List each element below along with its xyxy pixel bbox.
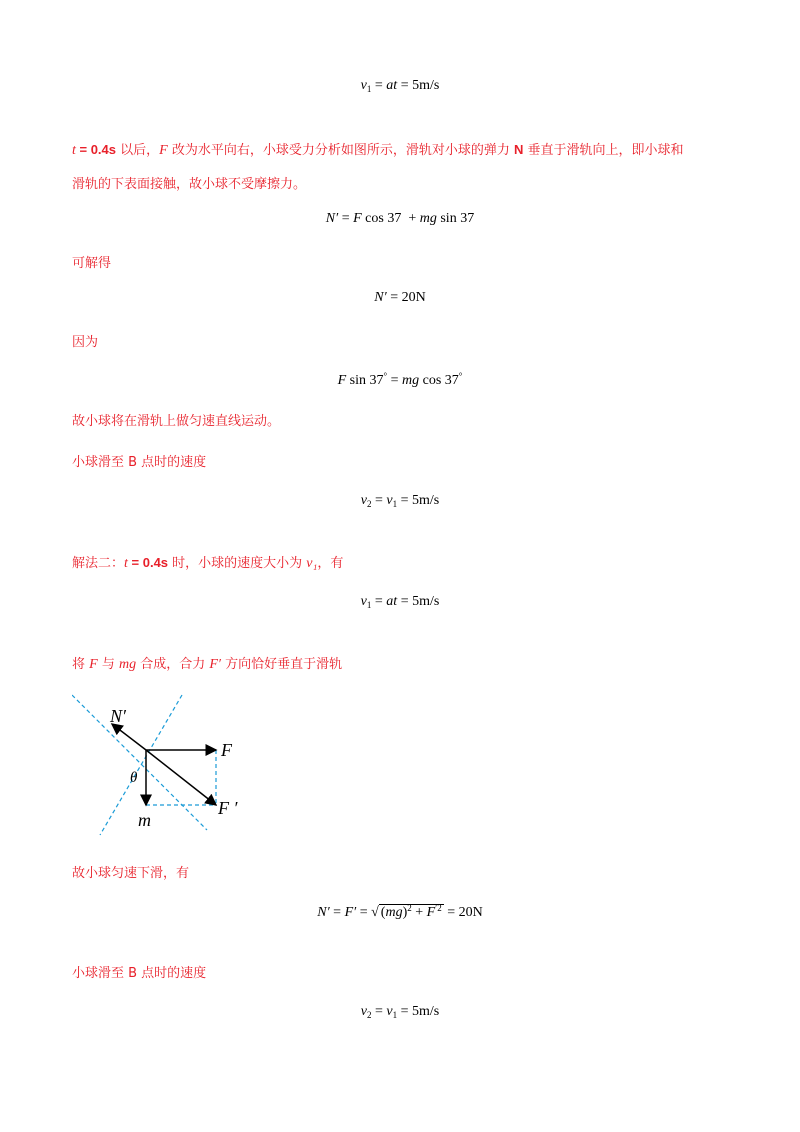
equation-balance: F sin 37° = mg cos 37° bbox=[337, 371, 463, 388]
para1-text-b: 改为水平向右，小球受力分析如图所示，滑轨对小球的弹力 bbox=[167, 143, 514, 158]
arrow-N bbox=[112, 724, 146, 750]
t-value: = 0.4s bbox=[75, 142, 117, 157]
label-Fprime: F ′ bbox=[218, 798, 238, 818]
t-value-2: = 0.4s bbox=[127, 555, 169, 570]
label-F: F bbox=[221, 740, 232, 760]
text-uniform-motion: 故小球将在滑轨上做匀速直线运动。 bbox=[72, 414, 281, 429]
v1-symbol: v₁ bbox=[306, 556, 318, 571]
t-symbol-2: t bbox=[124, 556, 128, 571]
text-yinwei: 因为 bbox=[72, 335, 99, 350]
F-symbol-2: F bbox=[89, 657, 98, 672]
force-diagram bbox=[72, 690, 252, 860]
para2-text-b: ，有 bbox=[317, 556, 344, 571]
equation-resultant: N′ = F′ = √ $(mg)^2 + F^{'2} = 20N$ bbox=[317, 903, 483, 920]
equation-normal-force: N′ = F cos 37 + mg sin 37 bbox=[325, 211, 475, 226]
equation-v2: $v_2 = v_1 = 5m/s$ bbox=[360, 493, 440, 509]
t-symbol: t bbox=[72, 143, 76, 158]
N-symbol: N bbox=[513, 142, 524, 157]
equation-v1-repeat: $v_1$ = at = 5m/s bbox=[360, 594, 440, 610]
para1-text-c: 垂直于滑轨向上，即小球和 bbox=[523, 143, 684, 158]
method-two-prefix: 解法二： bbox=[72, 556, 125, 571]
para3-text-b: 与 bbox=[97, 657, 119, 672]
paragraph-analysis bbox=[72, 133, 732, 202]
label-theta: θ bbox=[130, 770, 138, 786]
paragraph-method-two bbox=[72, 546, 732, 581]
equation-v1: $v_1$ = at = 5m/s bbox=[360, 78, 440, 94]
paragraph-combine-forces bbox=[72, 648, 732, 682]
arrow-Fprime bbox=[146, 750, 216, 805]
para3-text-d: 方向恰好垂直于滑轨 bbox=[220, 657, 343, 672]
text-slides-uniformly: 故小球匀速下滑，有 bbox=[72, 866, 190, 881]
F-symbol: F bbox=[159, 143, 168, 158]
text-speed-at-B-2: 小球滑至 B 点时的速度 bbox=[72, 966, 207, 981]
text-speed-at-B-1: 小球滑至 B 点时的速度 bbox=[72, 455, 207, 470]
mg-symbol: mg bbox=[118, 657, 137, 672]
para1-line2: 滑轨的下表面接触，故小球不受摩擦力。 bbox=[72, 177, 307, 192]
label-N: N′ bbox=[110, 706, 126, 726]
text-kejiede: 可解得 bbox=[72, 256, 112, 271]
para3-text-c: 合成，合力 bbox=[136, 657, 210, 672]
Fprime-symbol: F′ bbox=[209, 657, 221, 672]
para2-text-a: 时，小球的速度大小为 bbox=[168, 556, 307, 571]
para3-text-a: 将 bbox=[72, 657, 90, 672]
label-m: m bbox=[138, 810, 151, 830]
equation-N-value: N′ = 20N bbox=[374, 290, 426, 305]
para1-text-a: 以后， bbox=[116, 143, 160, 158]
equation-v2-repeat: $v_2 = v_1 = 5m/s$ bbox=[360, 1004, 440, 1020]
